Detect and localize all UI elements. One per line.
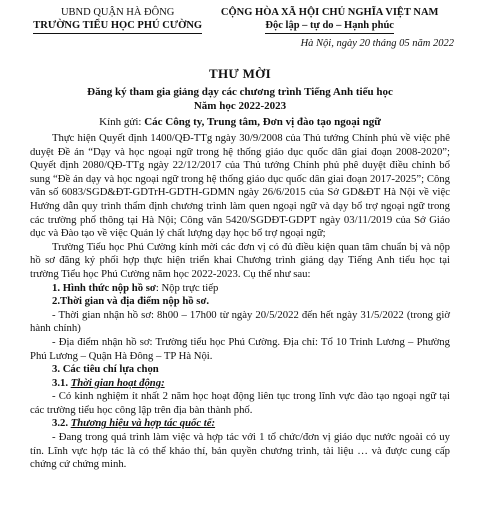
section-3-2-number: 3.2. <box>52 417 71 430</box>
section-1-heading: 1. Hình thức nộp hồ sơ <box>52 281 156 294</box>
section-2-time: - Thời gian nhận hồ sơ: 8h00 – 17h00 từ ngày 20/5/2022 đến hết ngày 31/5/2022 (trong giờ hành chính) <box>30 308 450 335</box>
letter-body <box>30 132 450 472</box>
section-1 <box>30 282 450 296</box>
date-line: Hà Nội, ngày 20 tháng 05 năm 2022 <box>300 38 454 49</box>
subtitle-line-2: Năm học 2022-2023 <box>193 100 287 112</box>
paragraph-legal-basis: Thực hiện Quyết định 1400/QĐ-TTg ngày 30/9/2008 của Thủ tướng Chính phủ về việc phê duyệt Đề án “Dạy và học ngoại ngữ trong hệ thống giáo dục quốc dân giai đoạn 2008-2020”; Quyết định 2080/QĐ-TTg ngày 22/12/2017 của Thủ tướng Chính phủ phê duyệt điều chỉnh bổ sung “Đề án dạy và học ngoại ngữ trong hệ thống giáo dục quốc dân giai đoạn 2017-2025”; Công văn số 6083/SGD&ĐT-GDTrH-GDTH-GDMN ngày 26/6/2015 của Sở GD&ĐT Hà Nội về việc Hướng dẫn quy trình thẩm định chương trình làm quen ngoại ngữ và dạy bổ trợ ngoại ngữ trong các trường phổ thông tại Hà Nội; Công văn 5420/SGDĐT-GDPT ngày 03/11/2019 của Sở Giáo dục và Đào tạo về việc Quản lý chất lượng dạy học bổ trợ ngoại ngữ; <box>30 132 450 240</box>
recipient-name: Các Công ty, Trung tâm, Đơn vị đào tạo ngoại ngữ <box>144 116 381 128</box>
section-3-2-heading <box>30 417 450 431</box>
section-2-heading: 2.Thời gian và địa điểm nộp hồ sơ. <box>52 295 210 308</box>
section-3-2-title: Thương hiệu và hợp tác quốc tế: <box>70 417 216 430</box>
motto-line <box>203 19 456 34</box>
document-title: THƯ MỜI <box>209 66 271 81</box>
letter-header <box>30 0 450 34</box>
section-3-1-title: Thời gian hoạt động: <box>70 376 165 389</box>
national-name: CỘNG HÒA XÃ HỘI CHỦ NGHĨA VIỆT NAM <box>220 7 439 18</box>
document-subtitle <box>30 85 450 113</box>
recipient-line <box>30 115 450 129</box>
subtitle-line-1: Đăng ký tham gia giảng dạy các chương trình Tiếng Anh tiểu học <box>87 86 393 98</box>
section-3-1-heading <box>30 377 450 391</box>
section-3-2-text: - Đang trong quá trình làm việc và hợp tác với 1 tổ chức/đơn vị giáo dục nước ngoài có uy tín. Lĩnh vực hợp tác là có thể khảo thí, bản quyền chương trình, tài liệu … và được cung cấp chứng cứ chứng minh. <box>30 431 450 471</box>
paragraph-invitation: Trường Tiểu học Phú Cường kính mời các đơn vị có đủ điều kiện quan tâm chuẩn bị và nộp hồ sơ đăng ký phối hợp thực hiện triển khai Chương trình giảng dạy Tiếng Anh tiểu học tại trường Tiểu học Phú Cường năm học 2022-2023. Cụ thể như sau: <box>30 240 450 280</box>
motto-text: Độc lập – tự do – Hạnh phúc <box>265 19 394 34</box>
issuer-school-name: TRƯỜNG TIỂU HỌC PHÚ CƯỜNG <box>33 19 202 34</box>
section-2-location: - Địa điểm nhận hồ sơ: Trường tiểu học Phú Cường. Địa chỉ: Tổ 10 Trinh Lương – Phường Phú Lương – Quận Hà Đông – TP Hà Nội. <box>30 335 450 362</box>
section-1-value: : Nộp trực tiếp <box>155 281 219 294</box>
recipient-prefix: Kính gửi: <box>99 116 145 128</box>
issuer-parent-org: UBND QUẬN HÀ ĐÔNG <box>60 7 175 18</box>
section-3-1-number: 3.1. <box>52 376 71 389</box>
national-motto-block <box>203 6 456 34</box>
issuer-block <box>32 6 203 34</box>
section-3-heading: 3. Các tiêu chí lựa chọn <box>52 363 159 376</box>
section-3-1-text: - Có kinh nghiệm ít nhất 2 năm học hoạt động liên tục trong lĩnh vực đào tạo ngoại ngữ tại các trường tiểu học công lập trên địa bàn thành phố. <box>30 390 450 416</box>
issuer-school <box>32 19 203 34</box>
